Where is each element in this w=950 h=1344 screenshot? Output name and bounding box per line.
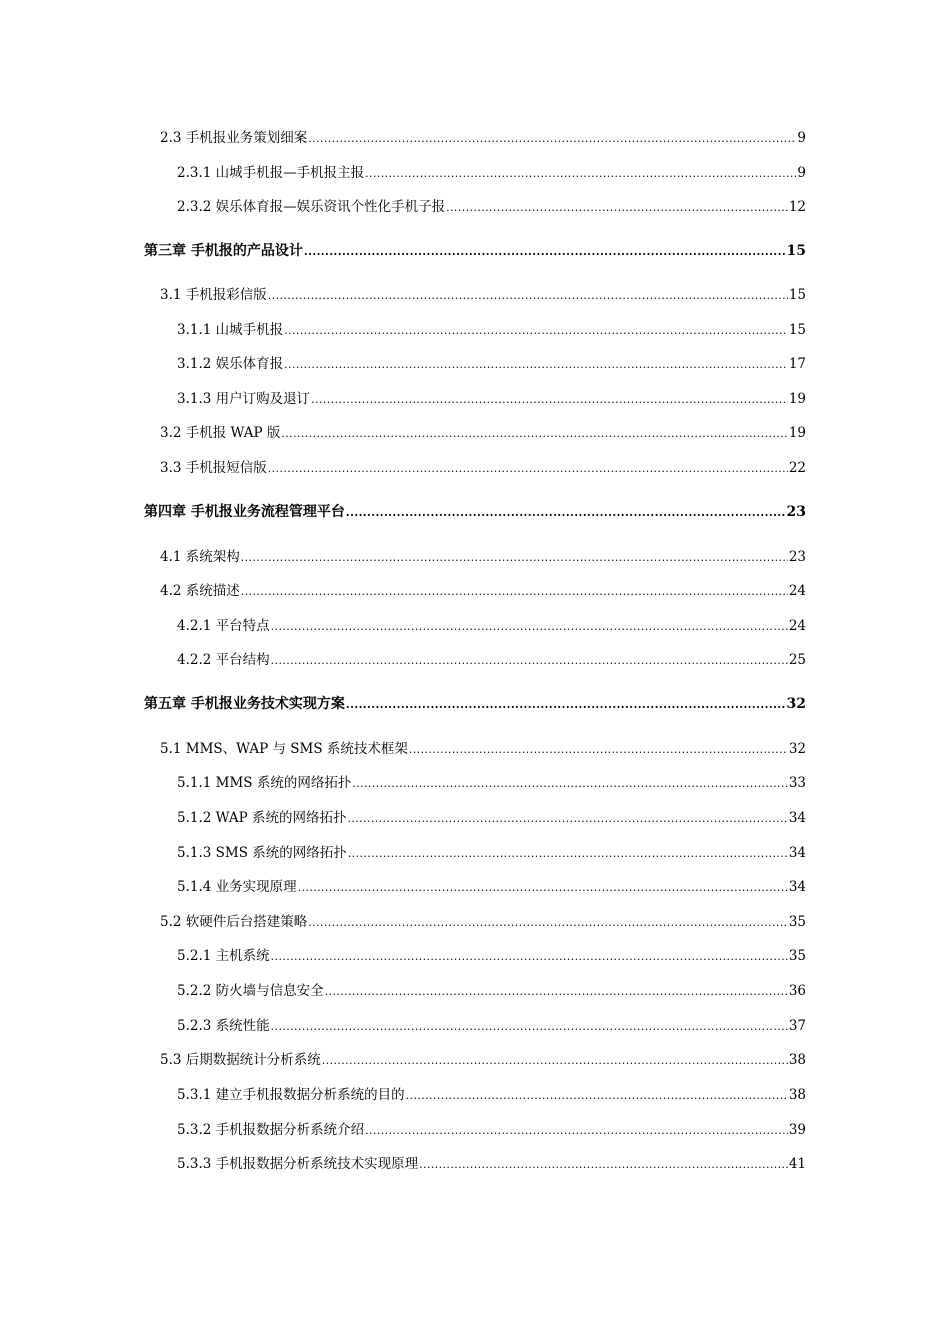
toc-entry-title: 5.1.3 SMS 系统的网络拓扑	[177, 845, 347, 861]
toc-page-number: 41	[788, 1156, 806, 1172]
toc-dot-leader	[271, 615, 788, 639]
toc-dot-leader	[271, 649, 788, 673]
toc-entry-title: 第四章 手机报业务流程管理平台	[144, 504, 345, 520]
toc-entry-title: 5.3.2 手机报数据分析系统介绍	[177, 1122, 365, 1138]
toc-entry[interactable]	[177, 195, 806, 219]
toc-entry[interactable]	[160, 1048, 806, 1072]
toc-entry-title: 5.2.3 系统性能	[177, 1018, 270, 1034]
toc-page-number: 12	[788, 199, 806, 215]
toc-page-number: 36	[788, 983, 806, 999]
toc-entry[interactable]	[177, 161, 806, 185]
toc-entry-title: 4.2 系统描述	[160, 583, 240, 599]
toc-entry[interactable]	[177, 944, 806, 968]
toc-entry[interactable]	[177, 1014, 806, 1038]
toc-dot-leader	[325, 980, 788, 1004]
toc-entry[interactable]	[160, 456, 806, 480]
toc-entry-title: 第五章 手机报业务技术实现方案	[144, 696, 345, 712]
toc-entry[interactable]	[177, 875, 806, 899]
toc-dot-leader	[271, 945, 788, 969]
toc-dot-leader	[322, 1049, 788, 1073]
toc-entry[interactable]	[160, 283, 806, 307]
toc-entry-title: 2.3 手机报业务策划细案	[160, 130, 308, 146]
toc-dot-leader	[365, 1119, 788, 1143]
toc-dot-leader	[365, 162, 796, 186]
toc-entry[interactable]	[160, 910, 806, 934]
toc-page-number: 35	[788, 914, 806, 930]
toc-entry[interactable]	[160, 737, 806, 761]
toc-entry[interactable]	[177, 1083, 806, 1107]
toc-page-number: 25	[788, 652, 806, 668]
toc-entry-title: 5.1.1 MMS 系统的网络拓扑	[177, 775, 352, 791]
toc-page-number: 32	[786, 696, 806, 712]
toc-entry-title: 5.1.2 WAP 系统的网络拓扑	[177, 810, 347, 826]
toc-page-number: 37	[788, 1018, 806, 1034]
toc-page-number: 34	[788, 845, 806, 861]
toc-entry-title: 5.3.1 建立手机报数据分析系统的目的	[177, 1087, 405, 1103]
toc-chapter-entry[interactable]	[144, 692, 806, 716]
toc-entry-title: 5.2.1 主机系统	[177, 948, 270, 964]
toc-entry-title: 2.3.2 娱乐体育报—娱乐资讯个性化手机子报	[177, 199, 446, 215]
toc-page-number: 38	[788, 1087, 806, 1103]
toc-page-number: 17	[788, 356, 806, 372]
toc-entry[interactable]	[177, 614, 806, 638]
toc-dot-leader	[406, 1084, 788, 1108]
toc-dot-leader	[308, 911, 788, 935]
toc-entry-title: 4.2.2 平台结构	[177, 652, 270, 668]
toc-entry-title: 3.1 手机报彩信版	[160, 287, 267, 303]
toc-entry-title: 5.1.4 业务实现原理	[177, 879, 297, 895]
toc-dot-leader	[446, 196, 788, 220]
toc-entry[interactable]	[177, 387, 806, 411]
toc-entry[interactable]	[177, 1152, 806, 1176]
toc-entry-title: 3.1.2 娱乐体育报	[177, 356, 284, 372]
toc-page-number: 9	[797, 165, 806, 181]
toc-page-number: 33	[788, 775, 806, 791]
toc-chapter-entry[interactable]	[144, 500, 806, 524]
toc-dot-leader	[346, 693, 786, 717]
toc-entry-title: 5.2.2 防火墙与信息安全	[177, 983, 324, 999]
toc-entry[interactable]	[177, 979, 806, 1003]
toc-page-number: 9	[797, 130, 806, 146]
toc-dot-leader	[241, 580, 788, 604]
toc-dot-leader	[271, 1015, 788, 1039]
toc-page-number: 22	[788, 460, 806, 476]
toc-entry[interactable]	[160, 545, 806, 569]
toc-entry-title: 4.2.1 平台特点	[177, 618, 270, 634]
toc-dot-leader	[268, 457, 788, 481]
toc-page-number: 15	[788, 322, 806, 338]
toc-dot-leader	[348, 842, 788, 866]
toc-page-number: 23	[786, 504, 806, 520]
toc-page-number: 19	[788, 425, 806, 441]
toc-page-number: 34	[788, 879, 806, 895]
toc-entry-title: 5.2 软硬件后台搭建策略	[160, 914, 308, 930]
toc-page-number: 23	[788, 549, 806, 565]
toc-entry-title: 4.1 系统架构	[160, 549, 240, 565]
toc-entry[interactable]	[160, 126, 806, 150]
toc-chapter-entry[interactable]	[144, 239, 806, 263]
toc-page-number: 38	[788, 1052, 806, 1068]
toc-dot-leader	[308, 127, 796, 151]
toc-entry[interactable]	[160, 421, 806, 445]
toc-entry-title: 第三章 手机报的产品设计	[144, 243, 303, 259]
toc-entry-title: 3.1.1 山城手机报	[177, 322, 284, 338]
toc-dot-leader	[298, 876, 788, 900]
toc-entry-title: 5.1 MMS、WAP 与 SMS 系统技术框架	[160, 741, 408, 757]
toc-dot-leader	[304, 240, 786, 264]
toc-dot-leader	[419, 1153, 788, 1177]
toc-entry-title: 5.3.3 手机报数据分析系统技术实现原理	[177, 1156, 419, 1172]
toc-entry[interactable]	[177, 1118, 806, 1142]
toc-dot-leader	[284, 319, 788, 343]
toc-entry[interactable]	[160, 579, 806, 603]
toc-page-number: 15	[786, 243, 806, 259]
toc-page-number: 39	[788, 1122, 806, 1138]
toc-entry-title: 2.3.1 山城手机报—手机报主报	[177, 165, 365, 181]
toc-dot-leader	[241, 546, 788, 570]
toc-dot-leader	[409, 738, 788, 762]
toc-dot-leader	[284, 353, 788, 377]
toc-entry-title: 3.1.3 用户订购及退订	[177, 391, 311, 407]
toc-dot-leader	[281, 422, 787, 446]
toc-page-number: 24	[788, 583, 806, 599]
toc-dot-leader	[268, 284, 788, 308]
toc-entry[interactable]	[177, 841, 806, 865]
toc-dot-leader	[311, 388, 788, 412]
toc-dot-leader	[352, 772, 787, 796]
toc-dot-leader	[347, 807, 787, 831]
toc-entry[interactable]	[177, 318, 806, 342]
toc-entry-title: 3.2 手机报 WAP 版	[160, 425, 281, 441]
toc-entry[interactable]	[177, 352, 806, 376]
toc-page-number: 15	[788, 287, 806, 303]
toc-entry[interactable]	[177, 648, 806, 672]
toc-entry-title: 3.3 手机报短信版	[160, 460, 267, 476]
toc-entry[interactable]	[177, 771, 806, 795]
toc-dot-leader	[346, 501, 786, 525]
toc-entry[interactable]	[177, 806, 806, 830]
toc-page-number: 19	[788, 391, 806, 407]
toc-entry-title: 5.3 后期数据统计分析系统	[160, 1052, 321, 1068]
toc-page-number: 35	[788, 948, 806, 964]
toc-page-number: 34	[788, 810, 806, 826]
toc-page-number: 32	[788, 741, 806, 757]
toc-page-number: 24	[788, 618, 806, 634]
